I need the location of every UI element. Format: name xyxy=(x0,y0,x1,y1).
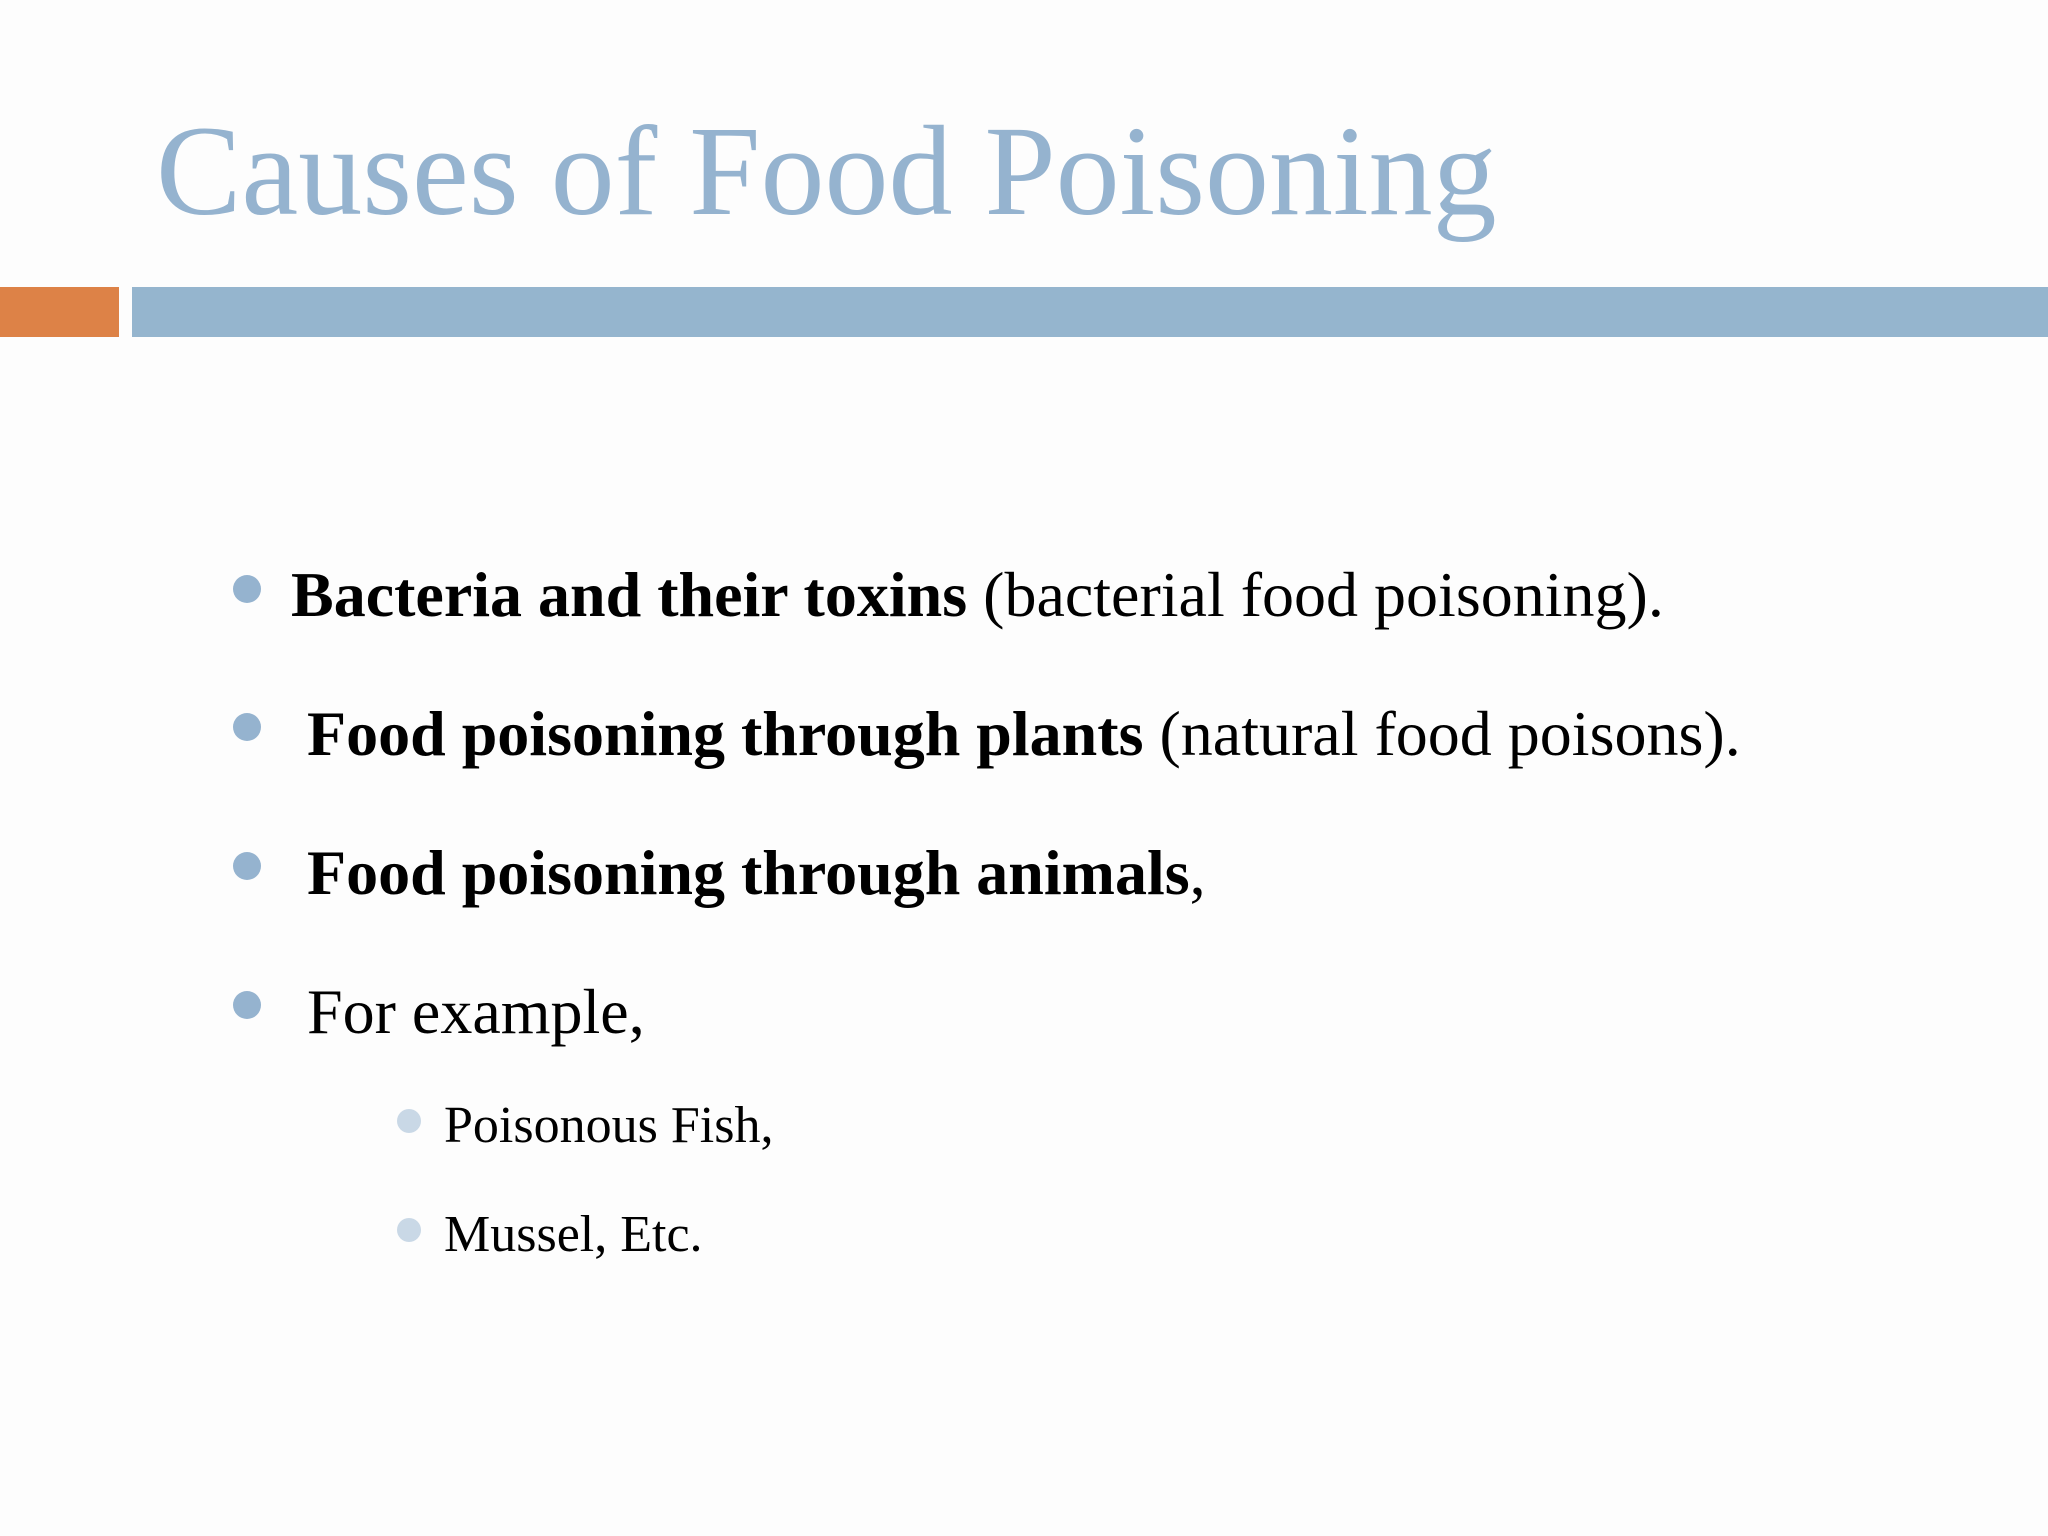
bullet-dot xyxy=(233,575,261,603)
bullet-item xyxy=(307,972,645,1052)
sub-bullet-item xyxy=(444,1093,773,1159)
sub-bullet-text: Poisonous Fish, xyxy=(444,1097,774,1154)
bullet-text: For example, xyxy=(307,976,645,1047)
bullet-text: (natural food poisons). xyxy=(1143,698,1741,769)
bullet-dot xyxy=(233,852,261,880)
sub-bullet-dot xyxy=(397,1218,421,1242)
bullet-dot xyxy=(233,991,261,1019)
bullet-bold-text: Food poisoning through animals xyxy=(307,837,1190,908)
bullet-bold-text: Bacteria and their toxins xyxy=(291,559,968,630)
slide-title: Causes of Food Poisoning xyxy=(156,100,1497,242)
bullet-text: , xyxy=(1189,837,1206,908)
bullet-item xyxy=(307,694,1741,774)
bullet-item xyxy=(307,833,1206,913)
sub-bullet-item xyxy=(444,1202,703,1268)
bullet-dot xyxy=(233,713,261,741)
bullet-text: (bacterial food poisoning). xyxy=(967,559,1664,630)
bullet-item xyxy=(291,555,1664,635)
sub-bullet-text: Mussel, Etc. xyxy=(444,1206,703,1263)
sub-bullet-dot xyxy=(397,1109,421,1133)
bullet-bold-text: Food poisoning through plants xyxy=(307,698,1144,769)
